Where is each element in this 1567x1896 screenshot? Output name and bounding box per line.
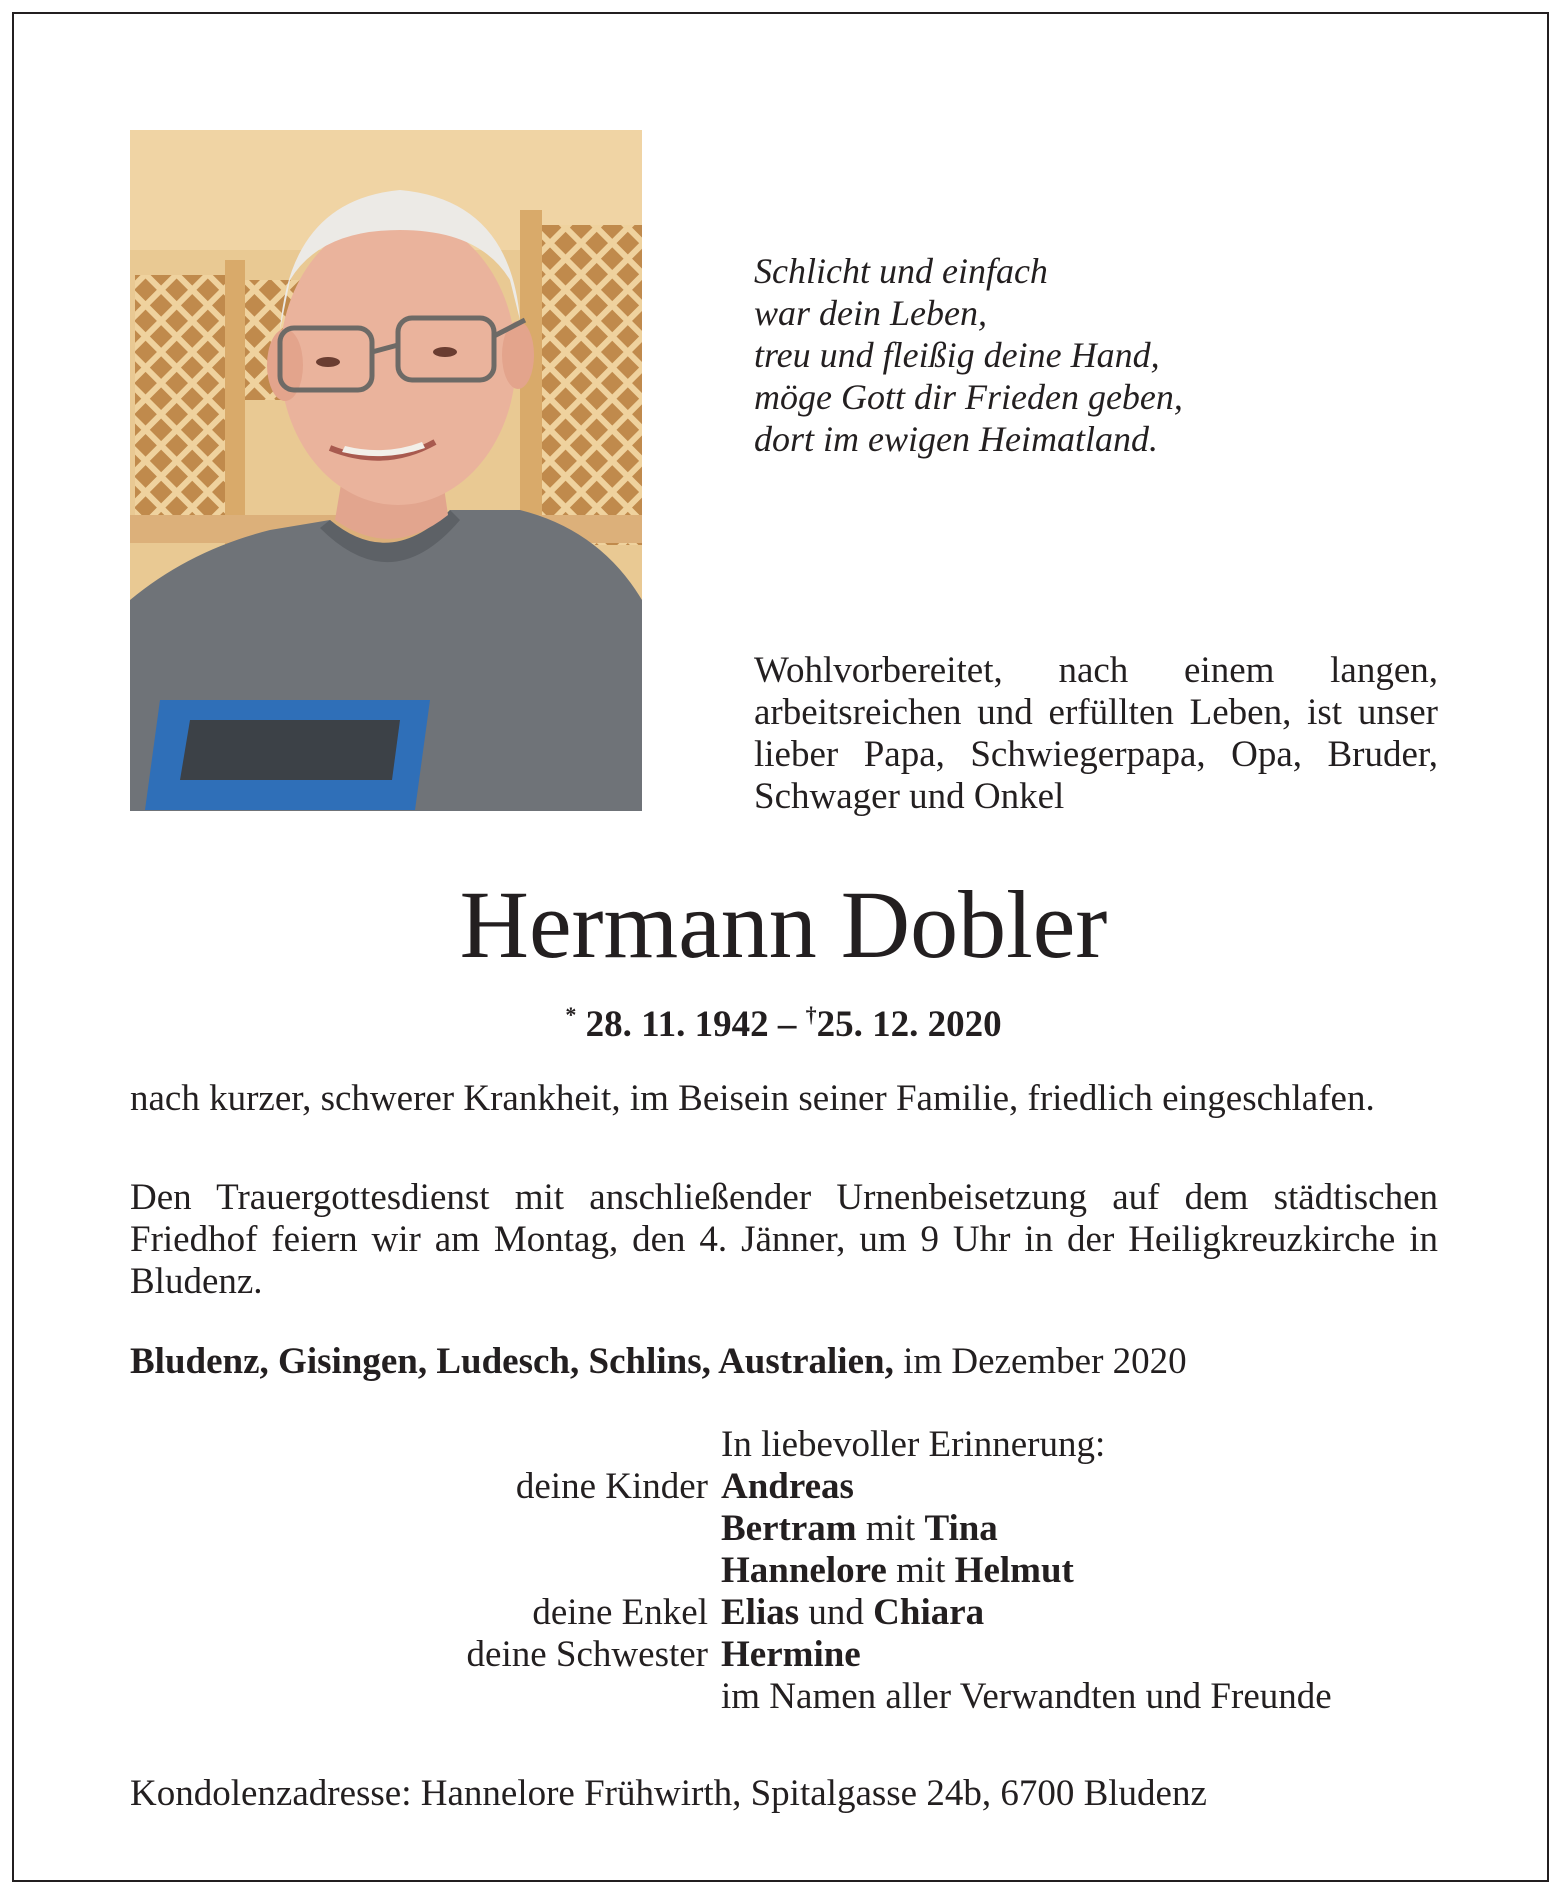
family-member: Chiara bbox=[873, 1592, 985, 1633]
family-member: Hannelore bbox=[721, 1550, 887, 1591]
family-label: deine Kinder bbox=[515, 1466, 708, 1507]
death-symbol: † bbox=[805, 1002, 817, 1027]
portrait-illustration bbox=[130, 130, 642, 811]
family-row bbox=[0, 1466, 1567, 1508]
family-member: Tina bbox=[924, 1508, 998, 1549]
life-dates bbox=[0, 993, 1567, 1047]
family-names bbox=[721, 1508, 998, 1550]
family-places: Bludenz, Gisingen, Ludesch, Schlins, Australien, bbox=[130, 1341, 894, 1382]
poem-line: dort im ewigen Heimatland. bbox=[754, 419, 1158, 459]
family-closing: im Namen aller Verwandten und Freunde bbox=[721, 1676, 1332, 1717]
deceased-name: Hermann Dobler bbox=[459, 871, 1108, 978]
family-row bbox=[0, 1508, 1567, 1550]
family-member: Helmut bbox=[954, 1550, 1074, 1591]
family-closing-row bbox=[0, 1676, 1567, 1718]
family-names bbox=[721, 1550, 1074, 1592]
family-names bbox=[721, 1466, 854, 1508]
family-label: deine Schwester bbox=[466, 1634, 708, 1675]
family-member: Andreas bbox=[721, 1466, 854, 1507]
family-member: Bertram bbox=[721, 1508, 857, 1549]
family-joiner: mit bbox=[896, 1550, 946, 1591]
places-line bbox=[130, 1340, 1187, 1384]
birth-date: 28. 11. 1942 bbox=[585, 1004, 769, 1045]
family-joiner: und bbox=[808, 1592, 864, 1633]
poem-line: möge Gott dir Frieden geben, bbox=[754, 377, 1183, 417]
notice-date: im Dezember 2020 bbox=[903, 1341, 1187, 1382]
death-date: 25. 12. 2020 bbox=[816, 1004, 1002, 1045]
poem-line: Schlicht und einfach bbox=[754, 251, 1048, 291]
memorial-poem bbox=[754, 250, 1454, 460]
family-label: deine Enkel bbox=[532, 1592, 708, 1633]
family-names bbox=[721, 1592, 984, 1634]
passing-paragraph: nach kurzer, schwerer Krankheit, im Beisein seiner Familie, friedlich eingeschlafen. bbox=[130, 1078, 1375, 1119]
family-row bbox=[0, 1550, 1567, 1592]
birth-symbol: * bbox=[565, 1002, 577, 1027]
poem-line: treu und fleißig deine Hand, bbox=[754, 335, 1160, 375]
poem-line: war dein Leben, bbox=[754, 293, 987, 333]
date-separator: – bbox=[777, 1004, 797, 1045]
family-joiner: mit bbox=[865, 1508, 916, 1549]
memorial-heading: In liebevoller Erinnerung: bbox=[721, 1424, 1106, 1465]
family-row bbox=[0, 1592, 1567, 1634]
family-member: Elias bbox=[721, 1592, 800, 1633]
family-member: Hermine bbox=[721, 1634, 861, 1675]
funeral-paragraph: Den Trauergottesdienst mit anschließender Urnenbeisetzung auf dem städtischen Friedhof feiern wir am Montag, den 4. Jänner, um 9 Uhr in der Heiligkreuzkirche in Bludenz. bbox=[130, 1177, 1438, 1302]
portrait-photo bbox=[130, 130, 642, 811]
intro-paragraph: Wohlvorbereitet, nach einem langen, arbeitsreichen und erfüllten Leben, ist unser lieber Papa, Schwiegerpapa, Opa, Bruder, Schwager und Onkel bbox=[754, 650, 1438, 817]
condolence-address: Kondolenzadresse: Hannelore Frühwirth, Spitalgasse 24b, 6700 Bludenz bbox=[130, 1773, 1207, 1814]
family-row bbox=[0, 1634, 1567, 1676]
family-names bbox=[721, 1634, 861, 1676]
